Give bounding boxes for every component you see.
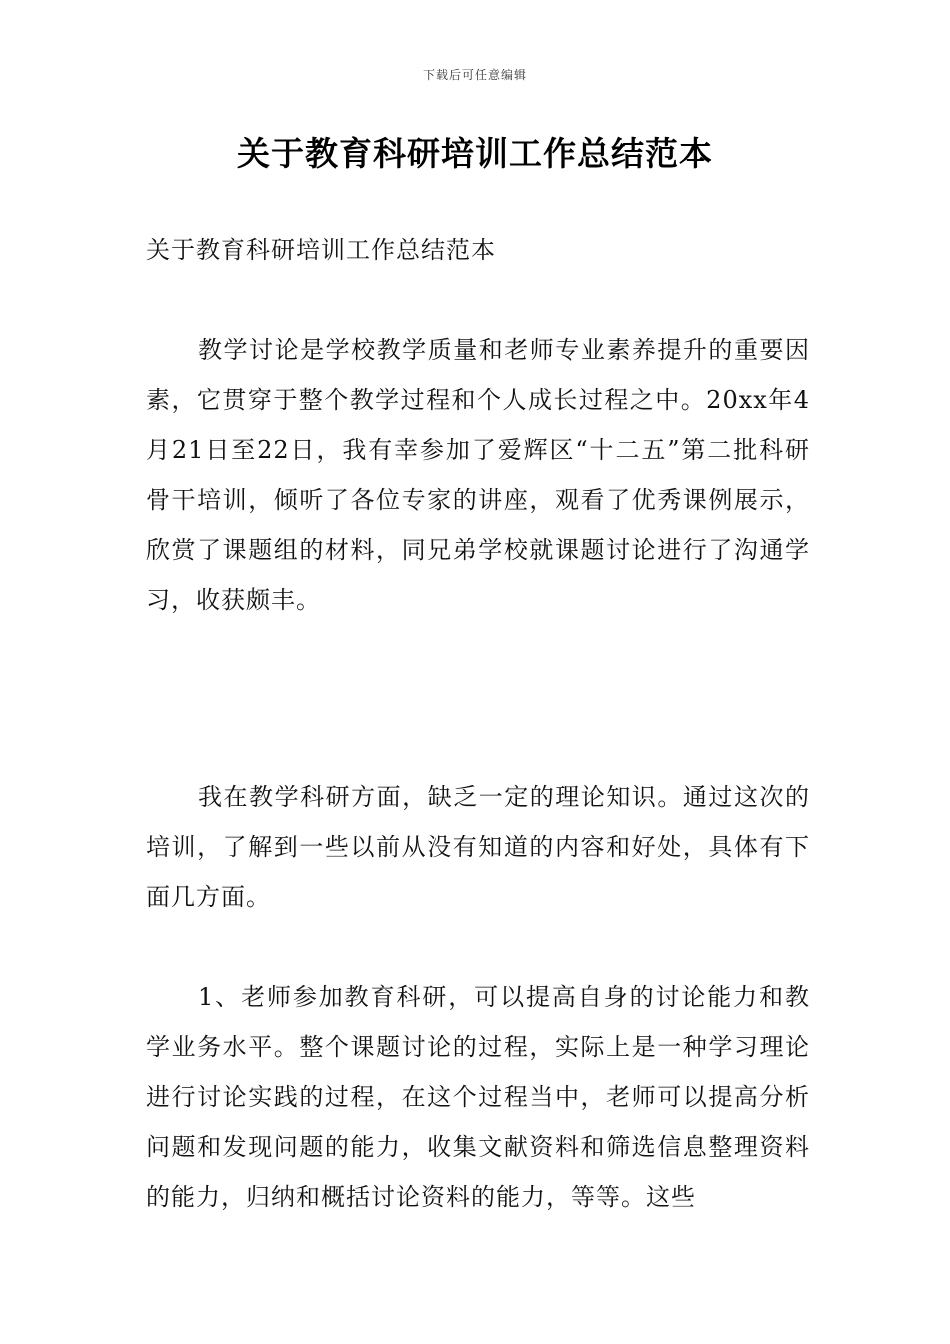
paragraph-2: 我在教学科研方面，缺乏一定的理论知识。通过这次的培训，了解到一些以前从没有知道的内容和好处，具体有下面几方面。 (146, 783, 810, 911)
paragraph-3: 1、老师参加教育科研，可以提高自身的讨论能力和教学业务水平。整个课题讨论的过程，实际上是一种学习理论进行讨论实践的过程，在这个过程当中，老师可以提高分析问题和发现问题的能力，收集文献资料和筛选信息整理资料的能力，归纳和概括讨论资料的能力，等等。这些 (146, 983, 810, 1211)
document-subtitle: 关于教育科研培训工作总结范本 (146, 236, 496, 264)
paragraph-1: 教学讨论是学校教学质量和老师专业素养提升的重要因素，它贯穿于整个教学过程和个人成长过程之中。20xx年4月21日至22日，我有幸参加了爱辉区“十二五”第二批科研骨干培训，倾听了各位专家的讲座，观看了优秀课例展示，欣赏了课题组的材料，同兄弟学校就课题讨论进行了沟通学习，收获颇丰。 (146, 336, 810, 614)
header-note: 下载后可任意编辑 (422, 68, 527, 82)
document-title: 关于教育科研培训工作总结范本 (237, 134, 713, 173)
